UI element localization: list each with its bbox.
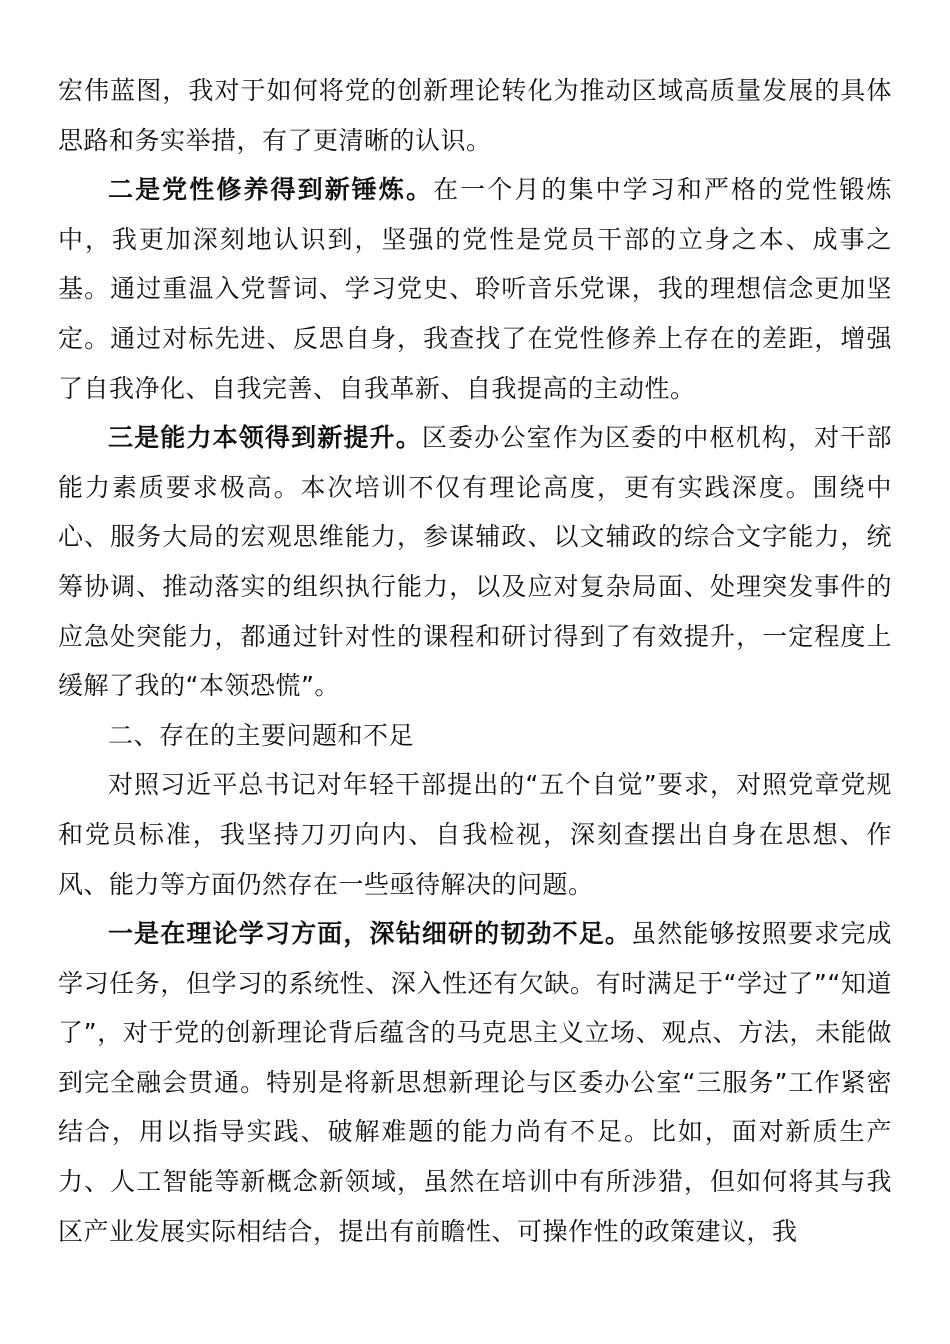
paragraph-theory-study <box>58 909 892 1256</box>
paragraph-lead: 三是能力本领得到新提升。 <box>108 423 422 453</box>
paragraph-continued-vision <box>58 66 892 165</box>
paragraph-text: 宏伟蓝图，我对于如何将党的创新理论转化为推动区域高质量发展的具体思路和务实举措，有了更清晰的认识。 <box>58 76 892 155</box>
paragraph-text: 虽然能够按照要求完成学习任务，但学习的系统性、深入性还有欠缺。有时满足于“学过了”“知道了”，对于党的创新理论背后蕴含的马克思主义立场、观点、方法，未能做到完全融会贯通。特别是将新思想新理论与区委办公室“三服务”工作紧密结合，用以指导实践、破解难题的能力尚有不足。比如，面对新质生产力、人工智能等新概念新领域，虽然在培训中有所涉猎，但如何将其与我区产业发展实际相结合，提出有前瞻性、可操作性的政策建议，我 <box>58 919 892 1246</box>
section-heading-problems <box>58 711 892 761</box>
paragraph-lead: 一是在理论学习方面，深钻细研的韧劲不足。 <box>108 919 632 949</box>
section-heading-text: 二、存在的主要问题和不足 <box>108 720 415 750</box>
document-page <box>58 66 892 1256</box>
paragraph-self-review <box>58 760 892 909</box>
paragraph-ability <box>58 413 892 711</box>
paragraph-lead: 二是党性修养得到新锤炼。 <box>108 175 434 205</box>
paragraph-party-spirit <box>58 165 892 413</box>
paragraph-text: 区委办公室作为区委的中枢机构，对干部能力素质要求极高。本次培训不仅有理论高度，更有实践深度。围绕中心、服务大局的宏观思维能力，参谋辅政、以文辅政的综合文字能力，统筹协调、推动落实的组织执行能力，以及应对复杂局面、处理突发事件的应急处突能力，都通过针对性的课程和研讨得到了有效提升，一定程度上缓解了我的“本领恐慌”。 <box>58 423 892 701</box>
paragraph-text: 对照习近平总书记对年轻干部提出的“五个自觉”要求，对照党章党规和党员标准，我坚持刀刃向内、自我检视，深刻查摆出自身在思想、作风、能力等方面仍然存在一些亟待解决的问题。 <box>58 770 892 899</box>
paragraph-text: 在一个月的集中学习和严格的党性锻炼中，我更加深刻地认识到，坚强的党性是党员干部的立身之本、成事之基。通过重温入党誓词、学习党史、聆听音乐党课，我的理想信念更加坚定。通过对标先进、反思自身，我查找了在党性修养上存在的差距，增强了自我净化、自我完善、自我革新、自我提高的主动性。 <box>58 175 892 403</box>
